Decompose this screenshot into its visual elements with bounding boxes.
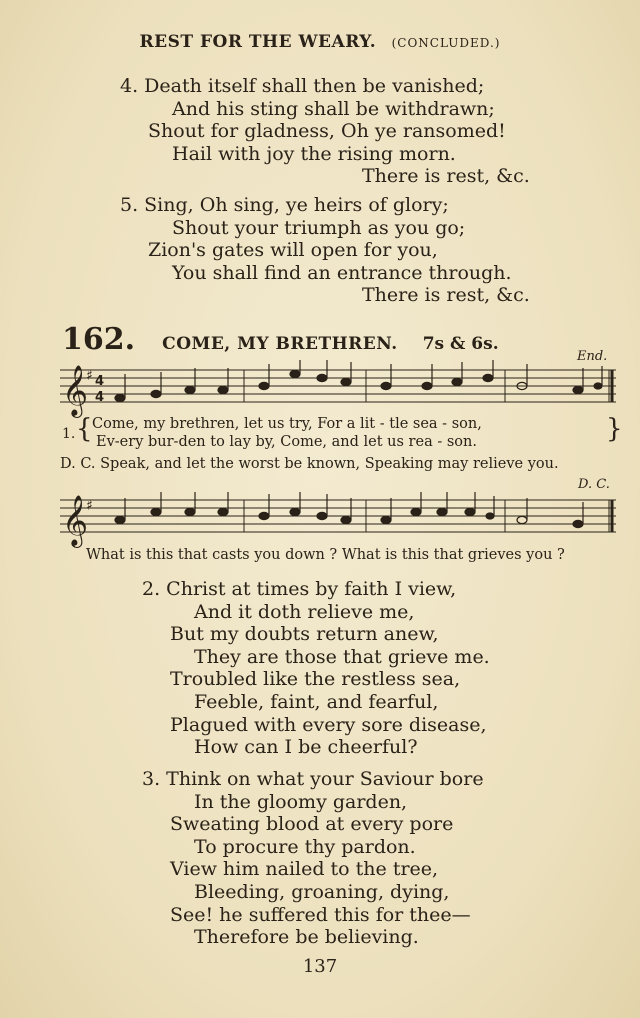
- hymn-meter: 7s & 6s.: [422, 334, 499, 354]
- lyric-line-1: Come, my brethren, let us try, For a lit - tle sea - son,: [92, 416, 482, 432]
- sharp-icon: ♯: [86, 368, 93, 384]
- dc-mark: D. C.: [578, 477, 610, 492]
- running-head-note: (CONCLUDED.): [391, 36, 501, 50]
- music-staff-2: [60, 490, 620, 550]
- verse-line: 4. Death itself shall then be vanished;: [120, 75, 485, 97]
- verse-line: And his sting shall be withdrawn;: [172, 97, 495, 120]
- end-mark: End.: [577, 349, 608, 364]
- verse-line: Shout for gladness, Oh ye ransomed!: [148, 120, 506, 142]
- stanza-line: Sweating blood at every pore: [170, 813, 454, 836]
- verse-refrain: There is rest, &c.: [362, 165, 530, 187]
- lyric-line-2: Ev-ery bur-den to lay by, Come, and let us rea - son.: [96, 434, 477, 450]
- verse-line: Shout your triumph as you go;: [172, 216, 466, 239]
- stanza-2: [142, 578, 490, 759]
- left-brace-icon: {: [76, 414, 93, 444]
- stanza-line: View him nailed to the tree,: [170, 858, 439, 881]
- verse-line: Hail with joy the rising morn.: [172, 142, 456, 165]
- hymn-title: COME, MY BRETHREN.: [162, 334, 398, 354]
- time-signature: 4: [95, 390, 105, 405]
- running-head-title: REST FOR THE WEARY.: [139, 32, 377, 52]
- verse-4: [120, 75, 530, 188]
- stanza-line: 2. Christ at times by faith I view,: [142, 578, 457, 600]
- hymn-heading: [62, 322, 622, 357]
- verse-line: 5. Sing, Oh sing, ye heirs of glory;: [120, 194, 449, 216]
- stanza-line: And it doth relieve me,: [194, 600, 415, 623]
- verse-refrain: There is rest, &c.: [362, 284, 530, 306]
- stanza-3: [142, 768, 484, 949]
- stanza-line: But my doubts return anew,: [170, 623, 439, 646]
- running-head: [0, 32, 640, 52]
- stanza-line: Bleeding, groaning, dying,: [194, 880, 450, 903]
- verse-line: You shall find an entrance through.: [172, 261, 512, 284]
- treble-clef-icon: 𝄞: [62, 495, 89, 546]
- treble-clef-icon: 𝄞: [62, 365, 89, 416]
- stanza-line: Troubled like the restless sea,: [170, 668, 461, 691]
- verse-5: [120, 194, 530, 307]
- hymn-number: 162.: [62, 322, 136, 357]
- lyric-line-3: What is this that casts you down ? What is this that grieves you ?: [86, 547, 565, 563]
- stanza-line: To procure thy pardon.: [194, 835, 416, 858]
- time-signature: 4: [95, 374, 105, 389]
- verse-line: Zion's gates will open for you,: [148, 239, 438, 261]
- stanza-line: Therefore be believing.: [194, 926, 419, 949]
- right-brace-icon: }: [606, 414, 623, 444]
- stanza-line: How can I be cheerful?: [194, 736, 418, 759]
- stanza-line: 3. Think on what your Saviour bore: [142, 768, 484, 790]
- stanza-line: They are those that grieve me.: [194, 645, 490, 668]
- sharp-icon: ♯: [86, 498, 93, 514]
- music-staff-1: [60, 360, 620, 420]
- dc-lyric-line: D. C. Speak, and let the worst be known, Speaking may relieve you.: [60, 456, 559, 472]
- stanza-line: Feeble, faint, and fearful,: [194, 690, 439, 713]
- stanza-line: In the gloomy garden,: [194, 790, 408, 813]
- page-number: 137: [302, 956, 338, 977]
- verse-number: 1.: [62, 426, 76, 442]
- stanza-line: See! he suffered this for thee—: [170, 903, 471, 926]
- stanza-line: Plagued with every sore disease,: [170, 713, 487, 736]
